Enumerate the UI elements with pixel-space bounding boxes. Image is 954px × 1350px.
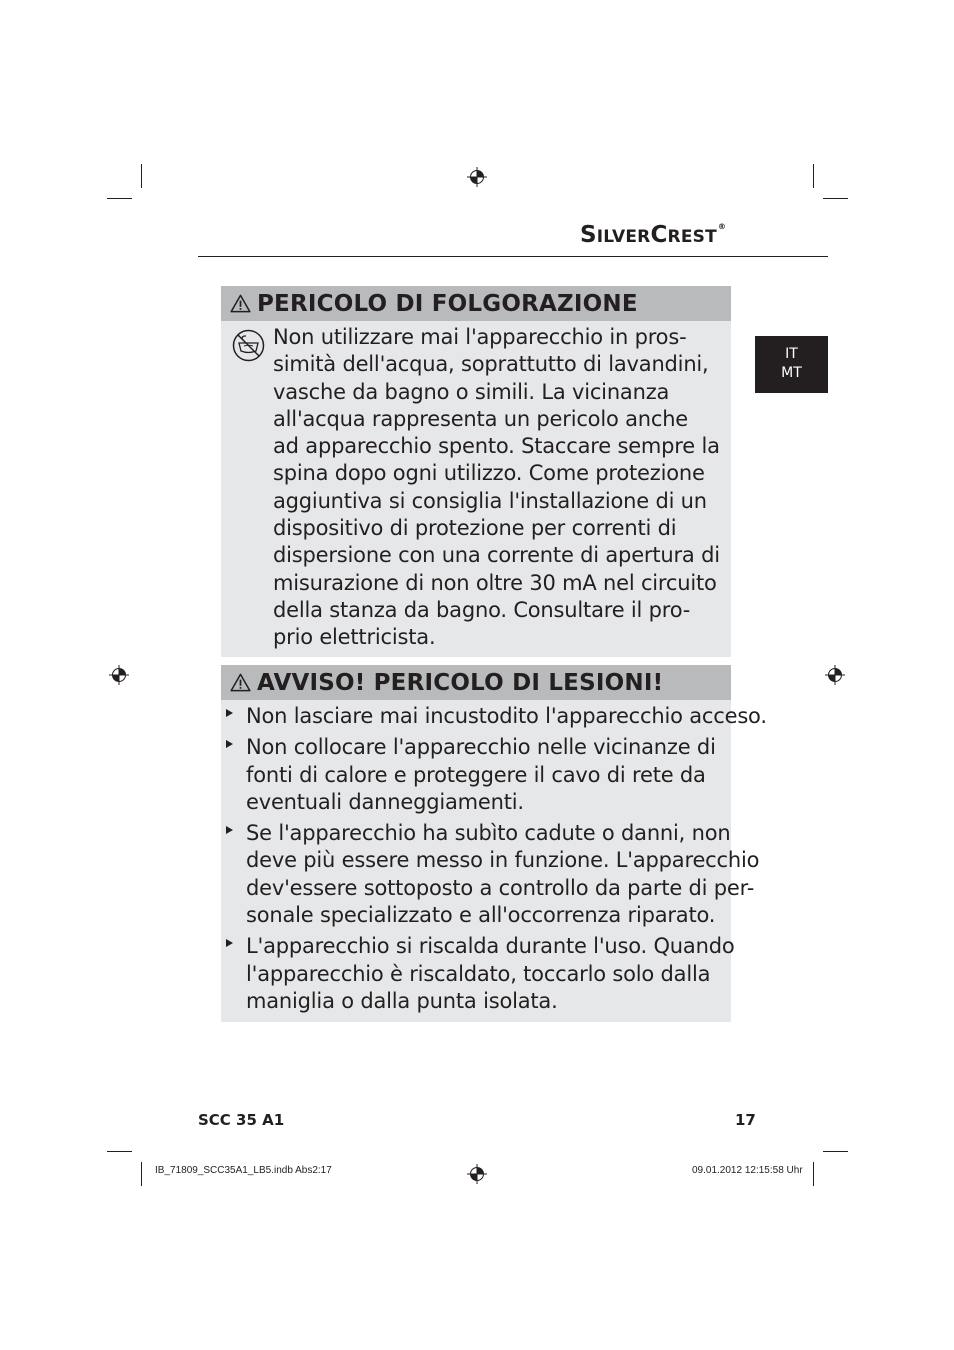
crop-mark: [813, 1162, 814, 1186]
language-code: MT: [781, 365, 802, 381]
list-item: L'apparecchio si riscalda durante l'uso. Quando l'apparecchio è riscaldato, toccarlo solo dalla maniglia o dalla punta isolata.: [221, 933, 731, 1015]
crop-mark: [141, 164, 142, 188]
page-number: 17: [735, 1111, 756, 1129]
language-code: IT: [785, 346, 798, 362]
crop-mark: [823, 198, 848, 199]
bullet-arrow-icon: [226, 709, 233, 717]
print-slug-right: 09.01.2012 12:15:58 Uhr: [692, 1165, 803, 1176]
bullet-arrow-icon: [226, 939, 233, 947]
warning-title: AVVISO! PERICOLO DI LESIONI!: [257, 669, 664, 696]
warning-header: [221, 665, 731, 700]
list-item: Non collocare l'apparecchio nelle vicinanze di fonti di calore e proteggere il cavo di rete da eventuali danneggiamenti.: [221, 734, 731, 816]
header-rule: [198, 256, 828, 257]
warning-triangle-icon: [230, 673, 251, 692]
crop-mark: [107, 198, 132, 199]
list-item: Non lasciare mai incustodito l'apparecchio acceso.: [221, 703, 731, 730]
brand-logo: SILVERCREST®: [580, 222, 727, 248]
registration-mark-icon: [825, 665, 845, 685]
registration-mark-icon: [467, 167, 487, 187]
warning-triangle-icon: [230, 294, 251, 313]
crop-mark: [107, 1151, 132, 1152]
no-water-bathtub-icon: [232, 329, 265, 362]
registration-mark-icon: [467, 1164, 487, 1184]
injury-warning-box: [221, 665, 767, 1022]
crop-mark: [823, 1151, 848, 1152]
print-slug-left: IB_71809_SCC35A1_LB5.indb Abs2:17: [155, 1165, 332, 1176]
warning-title: PERICOLO DI FOLGORAZIONE: [257, 290, 638, 317]
crop-mark: [813, 164, 814, 188]
list-item: Se l'apparecchio ha subìto cadute o danni, non deve più essere messo in funzione. L'apparecchio dev'essere sottoposto a controllo da parte di per- sonale specializzato e all'occorrenza riparato.: [221, 820, 731, 929]
language-tab: [755, 336, 828, 393]
model-number: SCC 35 A1: [198, 1111, 285, 1129]
electric-shock-warning-box: [221, 286, 731, 657]
bullet-arrow-icon: [226, 826, 233, 834]
electric-shock-text: Non utilizzare mai l'apparecchio in pros- simità dell'acqua, soprattutto di lavandini, vasche da bagno o simili. La vicinanza all'acqua rappresenta un pericolo anche ad apparecchio spento. Staccare sempre la spina dopo ogni utilizzo. Come protezione aggiuntiva si consiglia l'installazione di un dispositivo di protezione per correnti di dispersione con una corrente di apertura di misurazione di non oltre 30 mA nel circuito della stanza da bagno. Consultare il pro- prio elettricista.: [273, 325, 720, 650]
registration-mark-icon: [109, 665, 129, 685]
injury-bullet-list: [221, 699, 767, 1015]
warning-header: [221, 286, 731, 321]
crop-mark: [141, 1162, 142, 1186]
bullet-arrow-icon: [226, 740, 233, 748]
